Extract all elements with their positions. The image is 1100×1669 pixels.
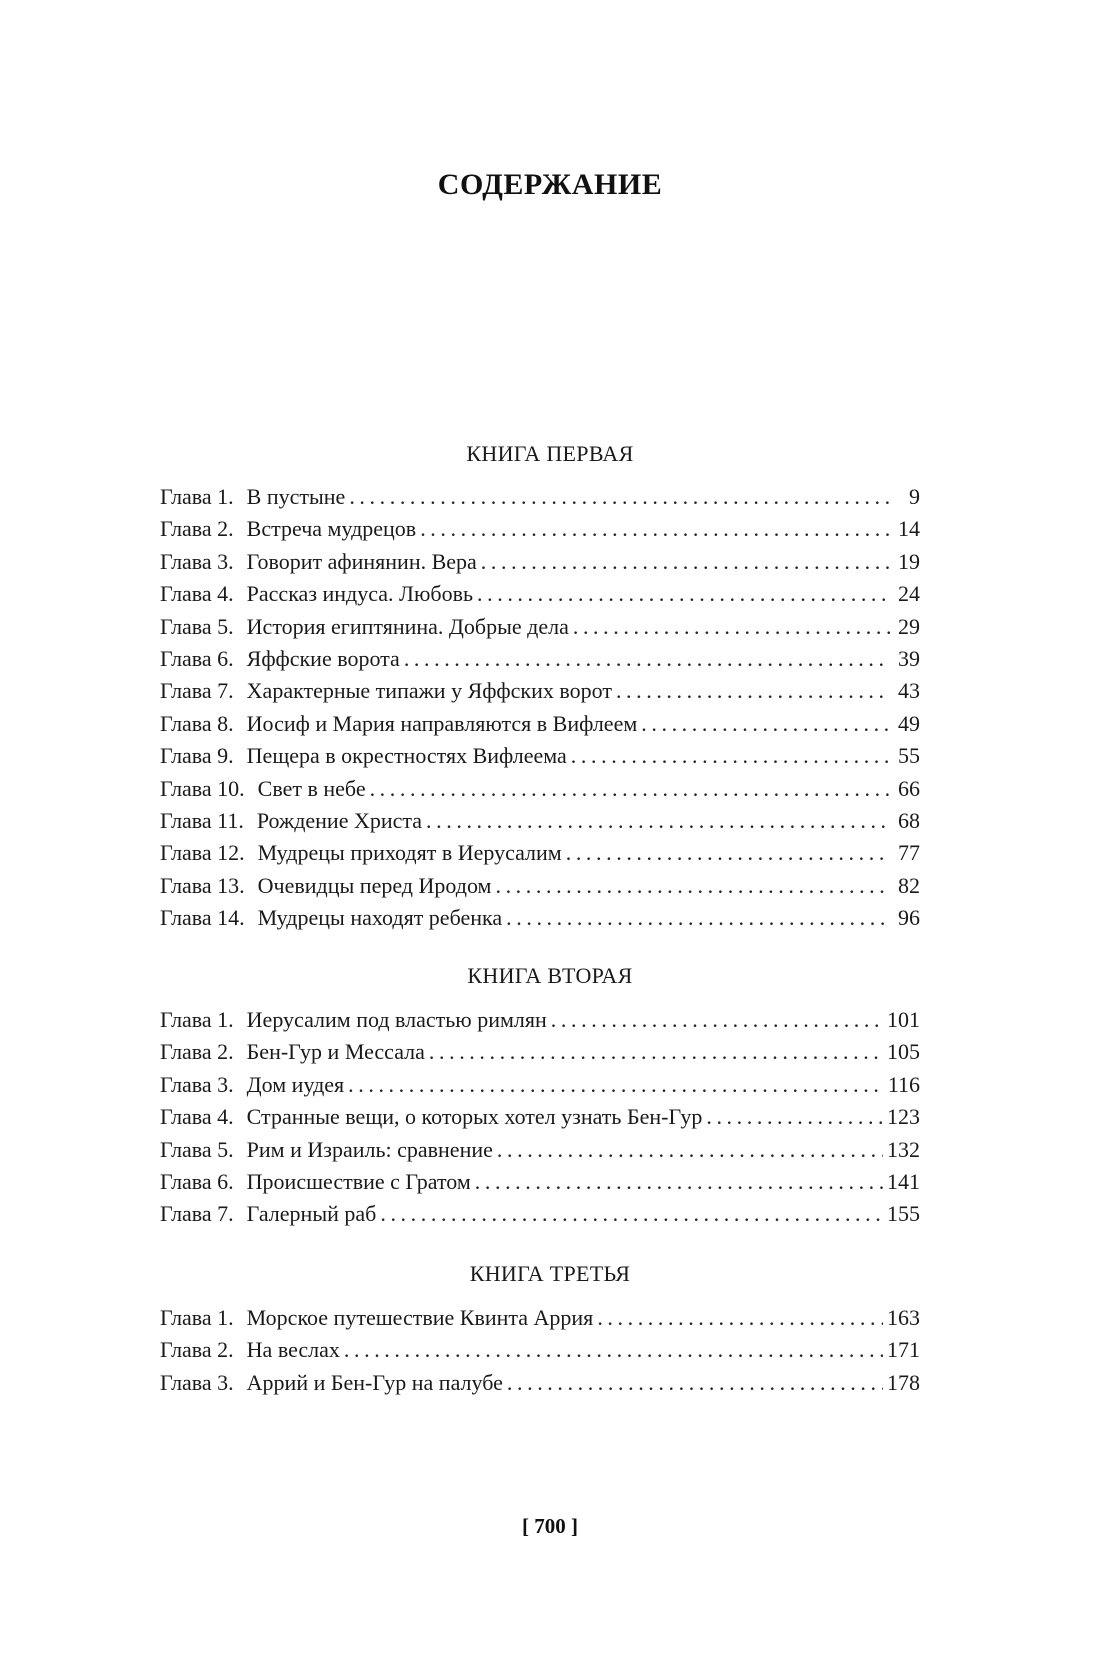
- chapter-title: Бен-Гур и Мессала: [246, 1039, 425, 1065]
- chapter-page: 9: [909, 484, 920, 509]
- chapter-title: История египтянина. Добрые дела: [246, 613, 569, 639]
- chapter-label: Глава 3.: [160, 1071, 234, 1097]
- chapter-page: 14: [898, 516, 920, 542]
- chapter-page: 163: [887, 1305, 920, 1330]
- chapter-label: Глава 4.: [160, 581, 234, 607]
- chapter-title: Галерный раб: [246, 1201, 377, 1227]
- chapter-page: 68: [898, 807, 920, 833]
- dot-leader: [426, 805, 890, 837]
- chapter-title: Мудрецы находят ребенка: [257, 905, 503, 931]
- chapter-page: 155: [887, 1201, 920, 1227]
- chapter-page: 19: [898, 548, 920, 574]
- book-heading-3: КНИГА ТРЕТЬЯ: [469, 1261, 631, 1286]
- chapter-title: Пещера в окрестностях Вифлеема: [246, 743, 567, 769]
- chapter-page: 132: [887, 1136, 920, 1162]
- chapter-label: Глава 7.: [160, 1201, 234, 1227]
- chapter-page: 77: [898, 840, 920, 866]
- chapter-label: Глава 7.: [160, 678, 234, 704]
- dot-leader: [404, 643, 890, 675]
- toc-entry[interactable]: [160, 513, 920, 545]
- chapter-label: Глава 4.: [160, 1104, 234, 1130]
- chapter-page: 49: [898, 710, 920, 736]
- chapter-label: Глава 6.: [160, 645, 234, 671]
- chapter-label: Глава 5.: [160, 1136, 234, 1162]
- chapter-label: Глава 2.: [160, 516, 234, 542]
- chapter-title: Дом иудея: [246, 1071, 345, 1097]
- chapter-title: Происшествие с Гратом: [246, 1168, 471, 1194]
- dot-leader: [507, 1367, 883, 1399]
- chapter-title: Яффские ворота: [246, 645, 400, 671]
- chapter-label: Глава 1.: [160, 1305, 234, 1330]
- toc-entry[interactable]: [160, 1069, 920, 1101]
- chapter-label: Глава 3.: [160, 548, 234, 574]
- chapter-title: Говорит афинянин. Вера: [246, 548, 477, 574]
- chapter-page: 141: [887, 1168, 920, 1194]
- chapter-page: 123: [887, 1104, 920, 1130]
- chapter-label: Глава 6.: [160, 1168, 234, 1194]
- chapter-page: 96: [898, 905, 920, 931]
- chapter-title: В пустыне: [246, 484, 346, 509]
- dot-leader: [497, 1134, 883, 1166]
- toc-entry[interactable]: [160, 1367, 920, 1399]
- chapter-title: Характерные типажи у Яффских ворот: [246, 678, 612, 704]
- chapter-title: Свет в небе: [257, 775, 366, 801]
- chapter-label: Глава 2.: [160, 1039, 234, 1065]
- dot-leader: [429, 1036, 883, 1068]
- chapter-page: 55: [898, 743, 920, 769]
- dot-leader: [348, 1069, 884, 1101]
- toc-book-2: [160, 1004, 920, 1231]
- chapter-label: Глава 1.: [160, 484, 234, 509]
- dot-leader: [616, 675, 890, 707]
- chapter-page: 24: [898, 581, 920, 607]
- chapter-label: Глава 11.: [160, 807, 244, 833]
- dot-leader: [380, 1198, 883, 1230]
- dot-leader: [571, 740, 890, 772]
- dot-leader: [706, 1101, 883, 1133]
- page-number: [ 700 ]: [522, 1514, 578, 1538]
- toc-entry[interactable]: [160, 837, 920, 869]
- dot-leader: [344, 1334, 883, 1366]
- chapter-label: Глава 10.: [160, 775, 245, 801]
- chapter-page: 39: [898, 645, 920, 671]
- toc-entry[interactable]: [160, 643, 920, 675]
- chapter-page: 171: [887, 1337, 920, 1363]
- chapter-label: Глава 8.: [160, 710, 234, 736]
- toc-entry[interactable]: [160, 675, 920, 707]
- dot-leader: [551, 1004, 883, 1036]
- toc-entry[interactable]: [160, 1036, 920, 1068]
- chapter-label: Глава 2.: [160, 1337, 234, 1363]
- chapter-page: 43: [898, 678, 920, 704]
- toc-entry[interactable]: [160, 1166, 920, 1198]
- dot-leader: [597, 1302, 883, 1334]
- dot-leader: [506, 902, 890, 934]
- toc-entry[interactable]: [160, 481, 920, 513]
- toc-entry[interactable]: [160, 1302, 920, 1334]
- toc-entry[interactable]: [160, 870, 920, 902]
- chapter-label: Глава 3.: [160, 1369, 234, 1395]
- chapter-label: Глава 12.: [160, 840, 245, 866]
- dot-leader: [566, 837, 890, 869]
- chapter-page: 105: [887, 1039, 920, 1065]
- dot-leader: [573, 611, 890, 643]
- toc-book-1: [160, 481, 920, 934]
- book-heading-2: КНИГА ВТОРАЯ: [467, 963, 633, 988]
- chapter-title: Иерусалим под властью римлян: [246, 1007, 547, 1032]
- chapter-title: Мудрецы приходят в Иерусалим: [257, 840, 562, 866]
- dot-leader: [349, 481, 890, 513]
- chapter-label: Глава 9.: [160, 743, 234, 769]
- chapter-page: 66: [898, 775, 920, 801]
- toc-book-3: [160, 1302, 920, 1399]
- page-title: СОДЕРЖАНИЕ: [437, 168, 663, 201]
- chapter-label: Глава 14.: [160, 905, 245, 931]
- toc-entry[interactable]: [160, 546, 920, 578]
- dot-leader: [495, 870, 890, 902]
- chapter-title: Очевидцы перед Иродом: [257, 872, 492, 898]
- chapter-title: Морское путешествие Квинта Аррия: [246, 1305, 594, 1330]
- chapter-page: 29: [898, 613, 920, 639]
- chapter-label: Глава 13.: [160, 872, 245, 898]
- dot-leader: [370, 773, 890, 805]
- chapter-page: 82: [898, 872, 920, 898]
- toc-entry[interactable]: [160, 1334, 920, 1366]
- toc-entry[interactable]: [160, 1134, 920, 1166]
- dot-leader: [475, 1166, 883, 1198]
- toc-entry[interactable]: [160, 578, 920, 610]
- toc-entry[interactable]: [160, 1004, 920, 1036]
- toc-entry[interactable]: [160, 611, 920, 643]
- toc-entry[interactable]: [160, 1198, 920, 1230]
- chapter-title: Рождение Христа: [256, 807, 423, 833]
- toc-entry[interactable]: [160, 708, 920, 740]
- book-heading-1: КНИГА ПЕРВАЯ: [466, 441, 634, 466]
- dot-leader: [420, 513, 890, 545]
- chapter-title: Странные вещи, о которых хотел узнать Бен-Гур: [246, 1104, 703, 1130]
- chapter-title: На веслах: [246, 1337, 340, 1363]
- dot-leader: [477, 578, 890, 610]
- chapter-title: Рим и Израиль: сравнение: [246, 1136, 493, 1162]
- toc-entry[interactable]: [160, 805, 920, 837]
- chapter-title: Иосиф и Мария направляются в Вифлеем: [246, 710, 638, 736]
- toc-entry[interactable]: [160, 1101, 920, 1133]
- toc-entry[interactable]: [160, 773, 920, 805]
- chapter-label: Глава 1.: [160, 1007, 234, 1032]
- chapter-title: Аррий и Бен-Гур на палубе: [246, 1369, 503, 1395]
- dot-leader: [481, 546, 890, 578]
- toc-entry[interactable]: [160, 902, 920, 934]
- chapter-page: 101: [887, 1007, 920, 1032]
- toc-entry[interactable]: [160, 740, 920, 772]
- chapter-page: 116: [887, 1071, 920, 1097]
- chapter-title: Рассказ индуса. Любовь: [246, 581, 474, 607]
- chapter-label: Глава 5.: [160, 613, 234, 639]
- chapter-title: Встреча мудрецов: [246, 516, 417, 542]
- dot-leader: [641, 708, 890, 740]
- chapter-page: 178: [887, 1369, 920, 1395]
